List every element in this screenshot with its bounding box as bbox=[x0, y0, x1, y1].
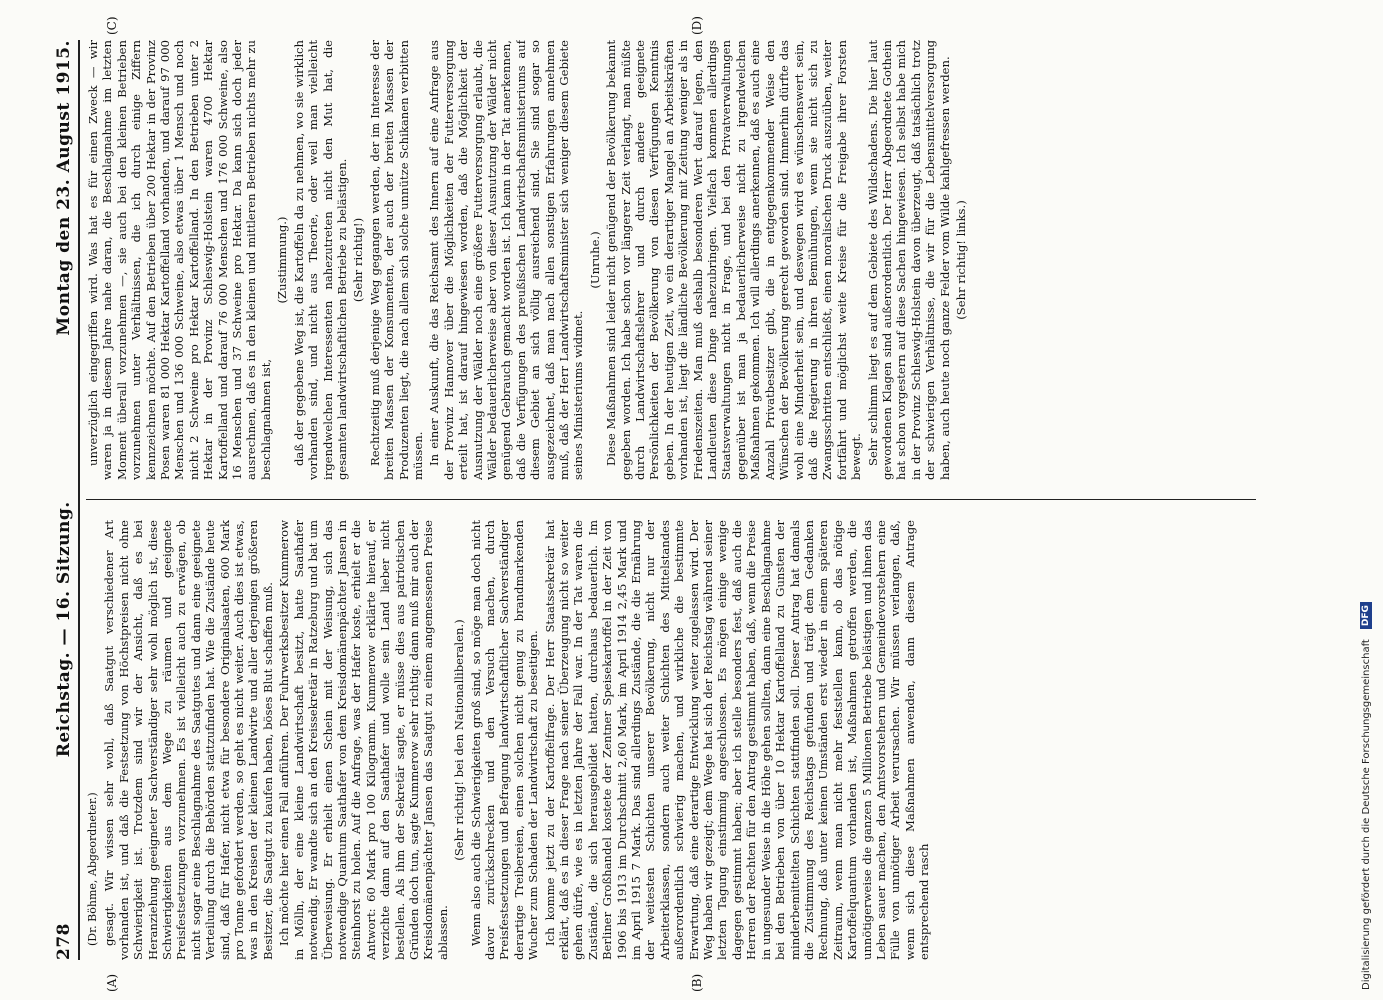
speaker-line: (Dr. Böhme, Abgeordneter.) bbox=[86, 792, 99, 946]
margin-letter-d: (D) bbox=[690, 16, 704, 35]
column-divider bbox=[86, 499, 1256, 500]
paragraph: Ich möchte hier einen Fall anführen. Der Fuhrwerksbesitzer Kummerow in Mölln, der eine kleine Landwirtschaft besitzt, hatte Saathafer notwendig. Er wandte sich an den Kreissekretär in Ratzeburg und bat um Überweisung. Er erhielt einen Schein mit der Weisung, sich das notwendige Quantum Saathafer von dem Kreisdomänenpächter Jansen in Steinhorst zu holen. Auf die Anfrage, was der Hafer koste, erhielt er die Antwort: 60 Mark pro 100 Kilogramm. Kummerow erklärte hierauf, er verzichte dann auf den Saathafer und wolle sein Land lieber nicht bestellen. Als ihm der Sekretär sagte, er müsse dies aus patriotischen Gründen doch tun, sagte Kummerow sehr richtig: dann muß mir auch der Kreisdomänenpächter Jansen das Saatgut zu einem angemessenen Preise ablassen. bbox=[277, 520, 450, 960]
credit-text: Digitalisierung gefördert durch die Deutsche Forschungsgemeinschaft bbox=[1360, 639, 1372, 990]
interjection: (Zustimmung.) bbox=[275, 216, 290, 304]
margin-letter-b: (B) bbox=[690, 973, 704, 992]
session-date: Montag den 23. August 1915. bbox=[54, 40, 74, 336]
dfg-logo: DFG bbox=[1360, 602, 1372, 629]
page-header bbox=[48, 40, 74, 960]
digitization-credit bbox=[1360, 10, 1378, 990]
interjection: (Sehr richtig! bei den Nationalliberalen.) bbox=[452, 619, 467, 861]
running-title: Reichstag. — 16. Sitzung. bbox=[54, 501, 74, 758]
paragraph: unverzüglich eingegriffen wird. Was hat es für einen Zweck — wir waren ja in diesem Jahre nahe daran, die Beschlagnahme im letzten Moment überall vorzunehmen —, sie auch bei den kleinen Betrieben vorzunehmen unter Verhältnissen, die ich durch einige Ziffern kennzeichnen möchte. Auf den Betrieben über 200 Hektar in der Provinz Posen waren 81 000 Hektar Kartoffelland vorhanden, und darauf 97 000 Menschen und 136 000 Schweine, also etwas über 1 Mensch und noch nicht 2 Schweine pro Hektar Kartoffelland. In den Betrieben unter 2 Hektar in der Provinz Schleswig-Holstein waren 4700 Hektar Kartoffelland und darauf 76 000 Menschen und 176 000 Schweine, also 16 Menschen und 37 Schweine pro Hektar. Da kann sich doch jeder ausrechnen, daß es in den kleinen und mittleren Betrieben nichts mehr zu beschlagnahmen ist, bbox=[86, 40, 273, 480]
interjection: (Unruhe.) bbox=[587, 231, 602, 289]
interjection: (Sehr richtig! links.) bbox=[953, 200, 968, 320]
header-rule bbox=[78, 40, 80, 960]
paragraph: daß der gegebene Weg ist, die Kartoffeln da zu nehmen, wo sie wirklich vorhanden sind, und nicht aus Theorie, oder weil man vielleicht irgendwelchen Interessenten nahezutreten nicht den Mut hat, die gesamten landwirtschaftlichen Betriebe zu belästigen. bbox=[291, 40, 349, 480]
paragraph: Diese Maßnahmen sind leider nicht genügend der Bevölkerung bekannt gegeben worden. Ich habe schon vor längerer Zeit verlangt, man müßte durch Landwirtschaftslehrer und durch andere geeignete Persönlichkeiten der Bevölkerung von diesen Verfügungen Kenntnis geben. In der heutigen Zeit, wo ein derartiger Mangel an Arbeitskräften vorhanden ist, liegt die ländliche Bevölkerung mit Zeitung weniger als in Friedenszeiten. Man muß deshalb besonderen Wert darauf legen, den Landleuten diese Dinge nahezubringen. Vielfach kommen allerdings Staatsverwaltungen nicht in Frage, und bei den Privatverwaltungen gegenüber ist man ja bedauerlicherweise nicht zu irgendwelchen Maßnahmen gekommen. Ich will allerdings anerkennen, daß es auch eine Anzahl Privatbesitzer gibt, die in entgegenkommender Weise den Wünschen der Bevölkerung gerecht geworden sind. Immerhin dürfte das wohl eine Minderheit sein, und deswegen wird es wünschenswert sein, daß die Regierung in ihren Bemühungen, wenn sie nicht sich zu Zwangsschritten entschließt, einen moralischen Druck auszuüben, weiter fortfährt und möglichst weite Kreise für die Freigabe ihrer Forsten bewegt. bbox=[604, 40, 864, 480]
paragraph: gesagt. Wir wissen sehr wohl, daß Saatgut verschiedener Art vorhanden ist, und daß die Festsetzung von Höchstpreisen nicht ohne Schwierigkeit ist. Trotzdem sind wir der Ansicht, daß es bei Heranziehung geeigneter Sachverständiger sehr wohl möglich ist, diese Schwierigkeiten aus dem Wege zu räumen und geeignete Preisfestsetzungen vorzunehmen. Es ist vielleicht auch zu erwägen, ob nicht sogar eine Beschlagnahme des Saatgutes und dann eine geeignete Verteilung durch die Behörden stattzufinden hat. Wie die Zustände heute sind, daß für Hafer, nicht etwa für besondere Originalsaaten, 600 Mark pro Tonne gefordert werden, so geht es nicht weiter. Auch dies ist etwas, was in den Kreisen der kleinen Landwirte und aller derjenigen größeren Besitzer, die Saatgut zu kaufen haben, böses Blut schaffen muß. bbox=[102, 520, 275, 960]
page-number: 278 bbox=[54, 923, 74, 960]
paragraph: In einer Auskunft, die das Reichsamt des Innern auf eine Anfrage aus der Provinz Hannover über die Möglichkeiten der Futterversorgung erteilt hat, ist darauf hingewiesen worden, daß die Möglichkeit der Ausnutzung der Wälder noch eine größere Futterversorgung erlaubt, die Wälder bedauerlicherweise aber von dieser Ausnutzung der Wälder nicht genügend Gebrauch gemacht worden ist. Ich kann in der Tat anerkennen, daß die Verfügungen des preußischen Landwirtschaftsministeriums auf diesem Gebiet an sich völlig ausreichend sind. Sie sind sogar so ausgezeichnet, daß man nach allen sonstigen Erfahrungen annehmen muß, daß der Herr Landwirtschaftsminister sich weniger diesem Gebiete seines Ministeriums widmet. bbox=[427, 40, 586, 480]
paragraph: Sehr schlimm liegt es auf dem Gebiete des Wildschadens. Die hier laut gewordenen Klagen sind außerordentlich. Der Herr Abgeordnete Gothein hat schon vorgestern auf diese Sachen hingewiesen. Ich selbst habe mich in der Provinz Schleswig-Holstein davon überzeugt, daß tatsächlich trotz der schwierigen Verhältnisse, die wir für die Lebensmittelversorgung haben, auch heute noch ganze Felder vom Wilde kahlgefressen werden. bbox=[865, 40, 952, 480]
paragraph: Wenn also auch die Schwierigkeiten groß sind, so möge man doch nicht davor zurückschrecken und den Versuch machen, durch Preisfestsetzungen und Befragung landwirtschaftlicher Sachverständiger derartige Treibereien, einen solchen nicht genug zu brandmarkenden Wucher zum Schaden der Landwirtschaft zu beseitigen. bbox=[468, 520, 541, 960]
interjection: (Sehr richtig!) bbox=[351, 217, 366, 303]
paragraph: Ich komme jetzt zu der Kartoffelfrage. Der Herr Staatssekretär hat erklärt, daß es in dieser Frage nach seiner Überzeugung nicht so weiter gehen dürfe, wie es in letzten Jahre der Fall war. In der Tat waren die Zustände, die sich herausgebildet hatten, durchaus bedauerlich. Im Berliner Großhandel kostete der Zentner Speisekartoffel in der Zeit von 1906 bis 1913 im Durchschnitt 2,60 Mark, im April 1914 2,45 Mark und im April 1915 7 Mark. Das sind allerdings Zustände, die die Ernährung der weitesten Schichten unserer Bevölkerung, nicht nur der Arbeiterklassen, sondern auch weiter Schichten des Mittelstandes außerordentlich schwierig machen, und wirkliche die bestimmte Erwartung, daß eine derartige Entwicklung weiter zugelassen wird. Der Weg haben wir gezeigt; dem Wege hat sich der Reichstag während seiner letzten Tagung einstimmig angeschlossen. Es mögen einige wenige dagegen gestimmt haben; aber ich stelle besonders fest, daß auch die Herren der Rechten für den Antrag gestimmt haben, daß, wenn die Preise in ungesunder Weise in die Höhe gehen sollten, dann eine Beschlagnahme bei den Betrieben von über 10 Hektar Kartoffelland zu Gunsten der minderbemittelten Schichten stattfinden soll. Dieser Antrag hat damals die Zustimmung des Reichstags gefunden und trägt dem Gedanken Rechnung, daß unter keinen Umständen erst wieder in einem späteren Zeitraum, wenn man nicht mehr feststellen kann, ob das nötige Kartoffelquantum vorhanden ist, Maßnahmen getroffen werden, die unnötigerweise die ganzen 5 Millionen Betriebe belästigen und ihnen das Leben sauer machen, den Amtsvorstehern und Gemeindevorstehern eine Fülle von unnötiger Arbeit verursachen. Wir müssen verlangen, daß, wenn sich diese Maßnahmen anwenden, dann diesem Antrage entsprechend rasch bbox=[542, 520, 932, 960]
paragraph: Rechtzeitig muß derjenige Weg gegangen werden, der im Interesse der breiten Massen der Konsumenten, der auch der breiten Massen der Produzenten liegt, die nach allem sich solche unnütze Schikanen verbitten müssen. bbox=[367, 40, 425, 480]
margin-letter-c: (C) bbox=[105, 16, 119, 35]
left-column bbox=[86, 520, 1256, 960]
margin-letter-a: (A) bbox=[105, 973, 119, 992]
right-column bbox=[86, 40, 1256, 480]
